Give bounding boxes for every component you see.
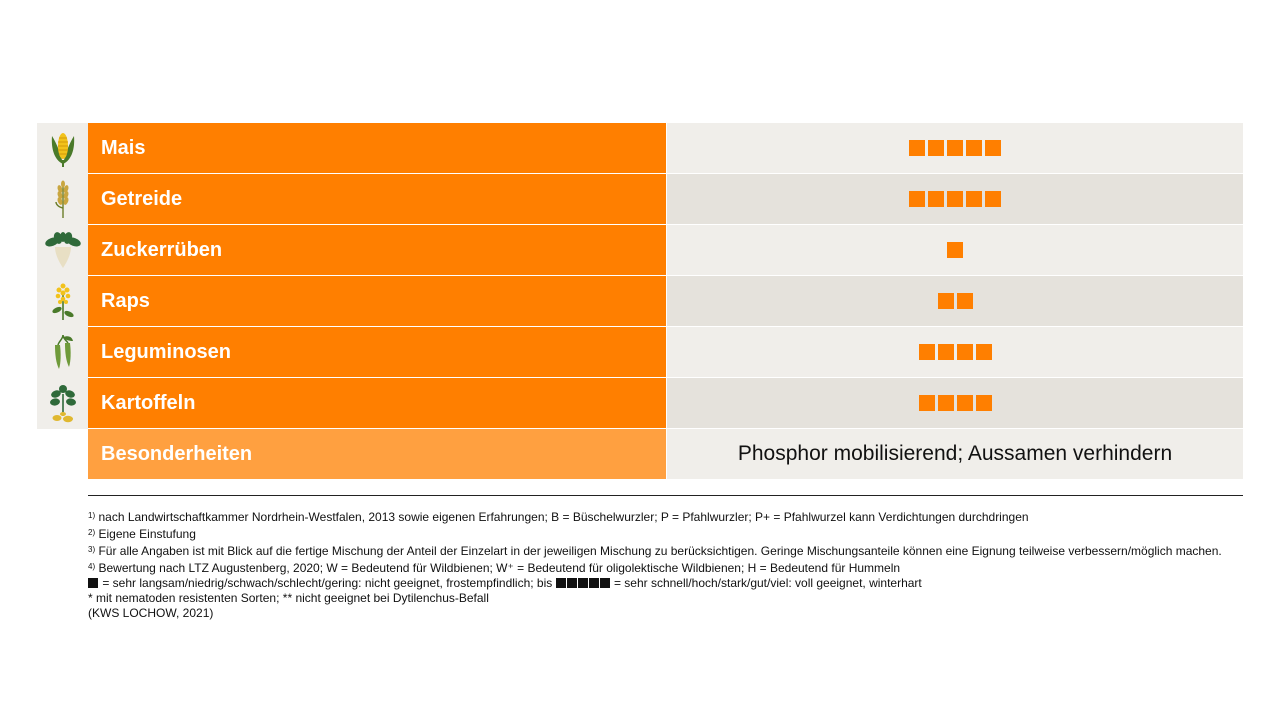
row-label: Leguminosen	[88, 327, 666, 377]
row-icon-cell	[37, 174, 88, 225]
crop-table	[37, 123, 1243, 480]
special-value: Phosphor mobilisierend; Aussamen verhindern	[667, 429, 1243, 479]
rating-cell	[667, 123, 1243, 173]
rating-square	[957, 344, 973, 360]
rating-square	[947, 242, 963, 258]
row-label: Besonderheiten	[88, 429, 666, 479]
rating-square-icon	[88, 578, 98, 588]
row-label: Kartoffeln	[88, 378, 666, 428]
sugar-beet-icon	[44, 232, 82, 270]
rating-cell	[667, 225, 1243, 275]
row-icon-cell	[37, 276, 88, 327]
rating-square	[928, 140, 944, 156]
rating-square	[947, 140, 963, 156]
footnote-divider	[88, 495, 1243, 496]
rating-square	[947, 191, 963, 207]
rating-cell	[667, 174, 1243, 224]
footnote-nematodes: * mit nematoden resistenten Sorten; ** nicht geeignet bei Dytilenchus-Befall	[88, 591, 489, 605]
rating-square	[957, 293, 973, 309]
rating-squares	[947, 242, 963, 258]
rating-square	[938, 293, 954, 309]
row-label: Raps	[88, 276, 666, 326]
rating-cell	[667, 327, 1243, 377]
table-row-kartoffeln	[37, 378, 1243, 429]
rating-square	[928, 191, 944, 207]
row-label: Getreide	[88, 174, 666, 224]
rating-squares	[938, 293, 973, 309]
footnote-2: $^{2)}$ Eigene Einstufung	[88, 527, 196, 541]
table-row-getreide	[37, 174, 1243, 225]
wheat-icon	[53, 180, 73, 220]
rating-square	[976, 395, 992, 411]
rating-squares	[919, 344, 992, 360]
rating-square	[985, 140, 1001, 156]
rapeseed-icon	[51, 282, 75, 322]
footnotes	[88, 508, 1248, 621]
source-note: (KWS LOCHOW, 2021)	[88, 606, 214, 620]
rating-squares	[909, 140, 1001, 156]
footnote-1: $^{1)}$ nach Landwirtschaftkammer Nordrhein-Westfalen, 2013 sowie eigenen Erfahrungen; B = Büschelwurzler; P = Pfahlwurzler; P+ = Pfahlwurzel kann Verdichtungen durchdringen	[88, 510, 1029, 524]
row-icon-cell	[37, 378, 88, 429]
rating-square	[957, 395, 973, 411]
corn-icon	[48, 130, 78, 168]
rating-square	[919, 395, 935, 411]
rating-square	[909, 191, 925, 207]
pea-pod-icon	[51, 333, 75, 373]
rating-square	[919, 344, 935, 360]
rating-square	[938, 344, 954, 360]
rating-squares-five-icon	[556, 576, 611, 590]
rating-cell	[667, 276, 1243, 326]
footnote-3: $^{3)}$ Für alle Angaben ist mit Blick auf die fertige Mischung der Anteil der Einzelart in der jeweiligen Mischung zu berücksichtigen. Geringe Mischungsanteile können eine Eignung teilweise verbessern/möglich machen.	[88, 544, 1222, 558]
row-icon-cell	[37, 327, 88, 378]
rating-square	[938, 395, 954, 411]
row-label: Mais	[88, 123, 666, 173]
table-row-besonderheiten	[37, 429, 1243, 480]
rating-square	[966, 140, 982, 156]
table-row-leguminosen	[37, 327, 1243, 378]
table-row-zuckerrueben	[37, 225, 1243, 276]
row-icon-cell	[37, 123, 88, 174]
table-row-raps	[37, 276, 1243, 327]
potato-plant-icon	[48, 384, 78, 424]
rating-squares	[909, 191, 1001, 207]
rating-square	[976, 344, 992, 360]
row-label: Zuckerrüben	[88, 225, 666, 275]
footnote-4: $^{4)}$ Bewertung nach LTZ Augustenberg, 2020; W = Bedeutend für Wildbienen; W⁺ = Bedeutend für oligolektische Wildbienen; H = Bedeutend für Hummeln	[88, 561, 901, 575]
rating-square	[985, 191, 1001, 207]
table-row-mais	[37, 123, 1243, 174]
row-icon-cell	[37, 225, 88, 276]
rating-squares	[919, 395, 992, 411]
rating-square	[966, 191, 982, 207]
rating-square	[909, 140, 925, 156]
rating-legend: = sehr langsam/niedrig/schwach/schlecht/gering: nicht geeignet, frostempfindlich; bis = sehr schnell/hoch/stark/gut/viel: voll geeignet, winterhart	[88, 576, 1248, 591]
rating-cell	[667, 378, 1243, 428]
